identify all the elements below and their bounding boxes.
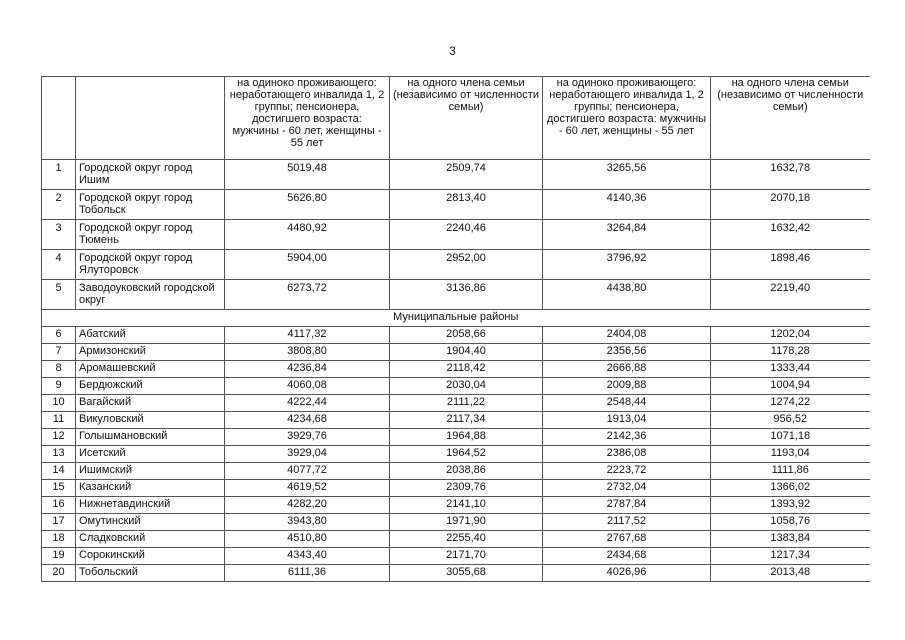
per-family-member-value-2: 2070,18 xyxy=(711,190,870,220)
row-number-cell: 15 xyxy=(42,480,76,497)
per-family-member-value-1: 2255,40 xyxy=(390,531,543,548)
table-row xyxy=(42,531,870,548)
municipality-name-cell: Абатский xyxy=(76,327,225,344)
per-family-member-value-2: 1071,18 xyxy=(711,429,870,446)
per-family-member-value-2: 1202,04 xyxy=(711,327,870,344)
table-row xyxy=(42,344,870,361)
municipality-name-cell: Омутинский xyxy=(76,514,225,531)
table-row xyxy=(42,565,870,582)
per-family-member-value-1: 2171,70 xyxy=(390,548,543,565)
table-row xyxy=(42,220,870,250)
row-number-cell: 13 xyxy=(42,446,76,463)
single-resident-value-2: 4140,36 xyxy=(543,190,711,220)
row-number-cell: 10 xyxy=(42,395,76,412)
municipality-name-cell: Голышмановский xyxy=(76,429,225,446)
row-number-cell: 18 xyxy=(42,531,76,548)
per-family-member-value-2: 2013,48 xyxy=(711,565,870,582)
header-per-family-member-2: на одного члена семьи (независимо от численности семьи) xyxy=(711,77,870,160)
per-family-member-value-2: 1058,76 xyxy=(711,514,870,531)
table-row xyxy=(42,446,870,463)
per-family-member-value-2: 1366,02 xyxy=(711,480,870,497)
municipality-name-cell: Нижнетавдинский xyxy=(76,497,225,514)
table-row xyxy=(42,250,870,280)
per-family-member-value-2: 2219,40 xyxy=(711,280,870,310)
municipality-name-cell: Ишимский xyxy=(76,463,225,480)
per-family-member-value-1: 1904,40 xyxy=(390,344,543,361)
per-family-member-value-2: 1178,28 xyxy=(711,344,870,361)
per-family-member-value-1: 1964,88 xyxy=(390,429,543,446)
single-resident-value-1: 5904,00 xyxy=(225,250,390,280)
per-family-member-value-1: 3136,86 xyxy=(390,280,543,310)
municipality-name-cell: Сладковский xyxy=(76,531,225,548)
single-resident-value-1: 3929,04 xyxy=(225,446,390,463)
single-resident-value-2: 2666,88 xyxy=(543,361,711,378)
per-family-member-value-2: 956,52 xyxy=(711,412,870,429)
single-resident-value-1: 3808,80 xyxy=(225,344,390,361)
single-resident-value-1: 5626,80 xyxy=(225,190,390,220)
row-number-cell: 19 xyxy=(42,548,76,565)
table-row xyxy=(42,327,870,344)
per-family-member-value-2: 1217,34 xyxy=(711,548,870,565)
single-resident-value-2: 3796,92 xyxy=(543,250,711,280)
single-resident-value-1: 4236,84 xyxy=(225,361,390,378)
table-row xyxy=(42,361,870,378)
municipality-name-cell: Вагайский xyxy=(76,395,225,412)
single-resident-value-1: 6273,72 xyxy=(225,280,390,310)
per-family-member-value-2: 1632,78 xyxy=(711,160,870,190)
table-row xyxy=(42,429,870,446)
municipality-name-cell: Городской округ город Ишим xyxy=(76,160,225,190)
per-family-member-value-1: 2240,46 xyxy=(390,220,543,250)
single-resident-value-2: 2386,08 xyxy=(543,446,711,463)
municipality-name-cell: Казанский xyxy=(76,480,225,497)
per-family-member-value-1: 2309,76 xyxy=(390,480,543,497)
per-family-member-value-2: 1898,46 xyxy=(711,250,870,280)
municipality-name-cell: Викуловский xyxy=(76,412,225,429)
single-resident-value-1: 4222,44 xyxy=(225,395,390,412)
page-number: 3 xyxy=(449,44,456,58)
single-resident-value-2: 2117,52 xyxy=(543,514,711,531)
single-resident-value-2: 2223,72 xyxy=(543,463,711,480)
table-row xyxy=(42,412,870,429)
per-family-member-value-1: 2030,04 xyxy=(390,378,543,395)
single-resident-value-2: 4026,96 xyxy=(543,565,711,582)
table-row xyxy=(42,395,870,412)
per-family-member-value-2: 1383,84 xyxy=(711,531,870,548)
single-resident-value-2: 3265,56 xyxy=(543,160,711,190)
single-resident-value-2: 2009,88 xyxy=(543,378,711,395)
table-header-row xyxy=(42,77,870,160)
per-family-member-value-1: 2813,40 xyxy=(390,190,543,220)
per-family-member-value-2: 1393,92 xyxy=(711,497,870,514)
municipality-name-cell: Тобольский xyxy=(76,565,225,582)
single-resident-value-2: 4438,80 xyxy=(543,280,711,310)
municipality-name-cell: Заводоуковский городской округ xyxy=(76,280,225,310)
per-family-member-value-1: 1971,90 xyxy=(390,514,543,531)
per-family-member-value-1: 2118,42 xyxy=(390,361,543,378)
row-number-cell: 3 xyxy=(42,220,76,250)
municipality-name-cell: Городской округ город Ялуторовск xyxy=(76,250,225,280)
row-number-cell: 17 xyxy=(42,514,76,531)
single-resident-value-1: 4510,80 xyxy=(225,531,390,548)
row-number-cell: 11 xyxy=(42,412,76,429)
header-name-cell xyxy=(76,77,225,160)
single-resident-value-1: 3929,76 xyxy=(225,429,390,446)
municipality-name-cell: Сорокинский xyxy=(76,548,225,565)
single-resident-value-1: 4619,52 xyxy=(225,480,390,497)
per-family-member-value-1: 2111,22 xyxy=(390,395,543,412)
municipality-name-cell: Исетский xyxy=(76,446,225,463)
row-number-cell: 14 xyxy=(42,463,76,480)
single-resident-value-2: 1913,04 xyxy=(543,412,711,429)
per-family-member-value-2: 1274,22 xyxy=(711,395,870,412)
header-index-cell xyxy=(42,77,76,160)
row-number-cell: 20 xyxy=(42,565,76,582)
row-number-cell: 1 xyxy=(42,160,76,190)
per-family-member-value-2: 1333,44 xyxy=(711,361,870,378)
per-family-member-value-1: 2117,34 xyxy=(390,412,543,429)
single-resident-value-2: 2548,44 xyxy=(543,395,711,412)
per-family-member-value-2: 1632,42 xyxy=(711,220,870,250)
section-row xyxy=(42,310,870,327)
header-single-resident-1: на одиноко проживающего: неработающего инвалида 1, 2 группы; пенсионера, достигшего возраста: мужчины - 60 лет, женщины - 55 лет xyxy=(225,77,390,160)
municipality-name-cell: Городской округ город Тюмень xyxy=(76,220,225,250)
section-title: Муниципальные районы xyxy=(42,310,870,327)
table-row xyxy=(42,463,870,480)
header-single-resident-2: на одиноко проживающего: неработающего инвалида 1, 2 группы; пенсионера, достигшего возраста: мужчины - 60 лет, женщины - 55 лет xyxy=(543,77,711,160)
table-row xyxy=(42,378,870,395)
single-resident-value-2: 2142,36 xyxy=(543,429,711,446)
single-resident-value-2: 3264,84 xyxy=(543,220,711,250)
table-row xyxy=(42,190,870,220)
single-resident-value-2: 2404,08 xyxy=(543,327,711,344)
per-family-member-value-1: 2058,66 xyxy=(390,327,543,344)
single-resident-value-1: 4117,32 xyxy=(225,327,390,344)
table-row xyxy=(42,160,870,190)
table-row xyxy=(42,514,870,531)
single-resident-value-2: 2732,04 xyxy=(543,480,711,497)
single-resident-value-1: 4234,68 xyxy=(225,412,390,429)
row-number-cell: 5 xyxy=(42,280,76,310)
row-number-cell: 6 xyxy=(42,327,76,344)
single-resident-value-1: 4077,72 xyxy=(225,463,390,480)
municipality-name-cell: Бердюжский xyxy=(76,378,225,395)
single-resident-value-1: 4480,92 xyxy=(225,220,390,250)
row-number-cell: 4 xyxy=(42,250,76,280)
row-number-cell: 8 xyxy=(42,361,76,378)
single-resident-value-2: 2434,68 xyxy=(543,548,711,565)
per-family-member-value-2: 1111,86 xyxy=(711,463,870,480)
single-resident-value-1: 5019,48 xyxy=(225,160,390,190)
row-number-cell: 12 xyxy=(42,429,76,446)
allowance-table xyxy=(41,76,870,582)
single-resident-value-2: 2767,68 xyxy=(543,531,711,548)
table-row xyxy=(42,480,870,497)
per-family-member-value-1: 1964,52 xyxy=(390,446,543,463)
single-resident-value-1: 3943,80 xyxy=(225,514,390,531)
municipality-name-cell: Городской округ город Тобольск xyxy=(76,190,225,220)
per-family-member-value-1: 2952,00 xyxy=(390,250,543,280)
single-resident-value-1: 4343,40 xyxy=(225,548,390,565)
municipality-name-cell: Армизонский xyxy=(76,344,225,361)
per-family-member-value-1: 3055,68 xyxy=(390,565,543,582)
per-family-member-value-1: 2038,86 xyxy=(390,463,543,480)
table-row xyxy=(42,548,870,565)
single-resident-value-2: 2787,84 xyxy=(543,497,711,514)
row-number-cell: 9 xyxy=(42,378,76,395)
per-family-member-value-2: 1004,94 xyxy=(711,378,870,395)
row-number-cell: 2 xyxy=(42,190,76,220)
row-number-cell: 7 xyxy=(42,344,76,361)
row-number-cell: 16 xyxy=(42,497,76,514)
per-family-member-value-1: 2509,74 xyxy=(390,160,543,190)
table-row xyxy=(42,497,870,514)
per-family-member-value-1: 2141,10 xyxy=(390,497,543,514)
single-resident-value-1: 4060,08 xyxy=(225,378,390,395)
table-row xyxy=(42,280,870,310)
single-resident-value-2: 2356,56 xyxy=(543,344,711,361)
per-family-member-value-2: 1193,04 xyxy=(711,446,870,463)
single-resident-value-1: 6111,36 xyxy=(225,565,390,582)
header-per-family-member-1: на одного члена семьи (независимо от численности семьи) xyxy=(390,77,543,160)
municipality-name-cell: Аромашевский xyxy=(76,361,225,378)
single-resident-value-1: 4282,20 xyxy=(225,497,390,514)
